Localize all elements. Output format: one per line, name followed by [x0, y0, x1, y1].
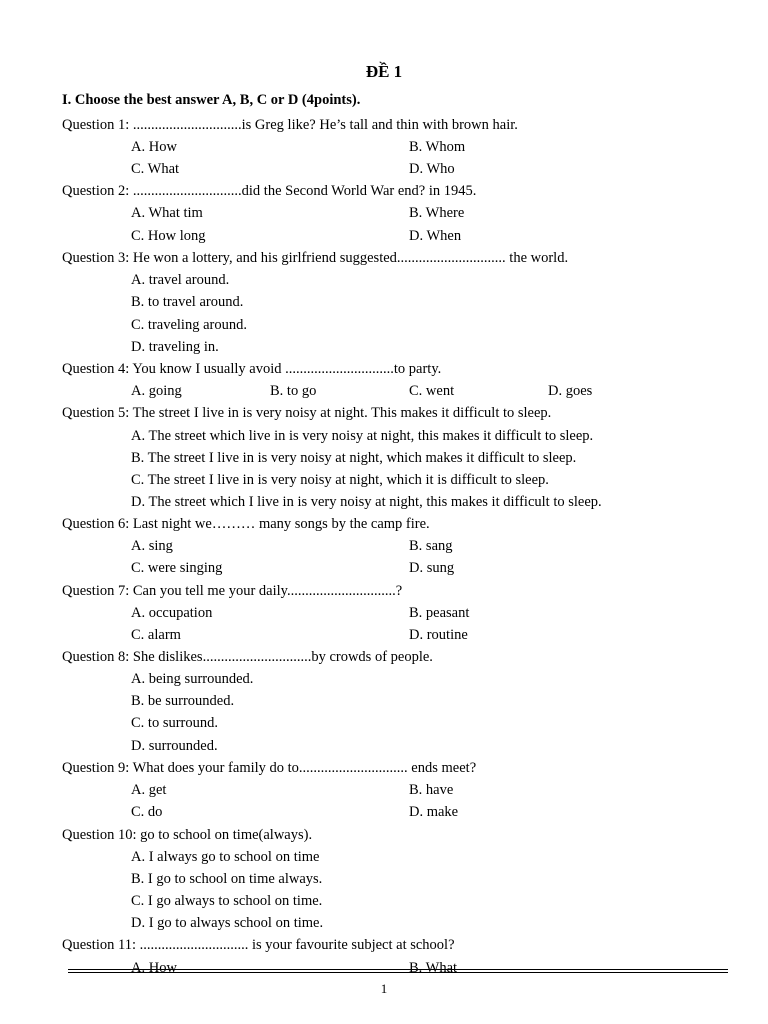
footer-rule-double — [68, 972, 728, 973]
question-9: Question 9: What does your family do to.............................. ends meet? — [62, 760, 477, 776]
q6-option-a: A. sing — [131, 538, 173, 554]
q10-option-c: C. I go always to school on time. — [131, 893, 323, 909]
q3-option-d: D. traveling in. — [131, 339, 219, 355]
q8-option-a: A. being surrounded. — [131, 671, 254, 687]
question-1: Question 1: ..............................is Greg like? He’s tall and thin with brown hair. — [62, 117, 518, 133]
question-5: Question 5: The street I live in is very noisy at night. This makes it difficult to sleep. — [62, 405, 552, 421]
question-3: Question 3: He won a lottery, and his girlfriend suggested.............................. the world. — [62, 250, 569, 266]
q4-option-b: B. to go — [270, 383, 317, 399]
section-heading: I. Choose the best answer A, B, C or D (4points). — [62, 92, 361, 108]
q1-option-c: C. What — [131, 161, 180, 177]
page-number: 1 — [380, 981, 388, 996]
q7-option-b: B. peasant — [409, 605, 470, 621]
q6-option-b: B. sang — [409, 538, 453, 554]
q7-option-c: C. alarm — [131, 627, 181, 643]
q2-option-a: A. What tim — [131, 205, 203, 221]
question-8: Question 8: She dislikes..............................by crowds of people. — [62, 649, 433, 665]
q4-option-d: D. goes — [548, 383, 593, 399]
q3-option-b: B. to travel around. — [131, 294, 244, 310]
q1-option-b: B. Whom — [409, 139, 466, 155]
q10-option-b: B. I go to school on time always. — [131, 871, 323, 887]
q6-option-c: C. were singing — [131, 560, 223, 576]
q9-option-d: D. make — [409, 804, 459, 820]
q7-option-d: D. routine — [409, 627, 468, 643]
q10-option-a: A. I always go to school on time — [131, 849, 320, 865]
question-6: Question 6: Last night we……… many songs by the camp fire. — [62, 516, 430, 532]
q4-option-c: C. went — [409, 383, 455, 399]
q3-option-c: C. traveling around. — [131, 317, 247, 333]
footer-rule — [68, 969, 728, 970]
question-10: Question 10: go to school on time(always). — [62, 827, 313, 843]
q8-option-c: C. to surround. — [131, 715, 218, 731]
question-2: Question 2: ..............................did the Second World War end? in 1945. — [62, 183, 477, 199]
q9-option-c: C. do — [131, 804, 163, 820]
q7-option-a: A. occupation — [131, 605, 213, 621]
q5-option-d: D. The street which I live in is very noisy at night, this makes it difficult to sleep. — [131, 494, 602, 510]
q10-option-d: D. I go to always school on time. — [131, 915, 324, 931]
q9-option-b: B. have — [409, 782, 454, 798]
q2-option-b: B. Where — [409, 205, 465, 221]
q11-option-a: A. How — [131, 960, 177, 972]
q1-option-d: D. Who — [409, 161, 455, 177]
page-title: ĐỀ 1 — [365, 62, 403, 81]
q2-option-c: C. How long — [131, 228, 206, 244]
question-11: Question 11: .............................. is your favourite subject at school? — [62, 937, 455, 953]
question-7: Question 7: Can you tell me your daily..............................? — [62, 583, 403, 599]
q2-option-d: D. When — [409, 228, 462, 244]
q8-option-b: B. be surrounded. — [131, 693, 235, 709]
q3-option-a: A. travel around. — [131, 272, 230, 288]
q5-option-b: B. The street I live in is very noisy at night, which makes it difficult to sleep. — [131, 450, 577, 466]
q5-option-a: A. The street which live in is very noisy at night, this makes it difficult to sleep. — [131, 428, 594, 444]
q9-option-a: A. get — [131, 782, 167, 798]
q4-option-a: A. going — [131, 383, 182, 399]
q8-option-d: D. surrounded. — [131, 738, 218, 754]
q6-option-d: D. sung — [409, 560, 455, 576]
q5-option-c: C. The street I live in is very noisy at night, which it is difficult to sleep. — [131, 472, 549, 488]
question-4: Question 4: You know I usually avoid ..............................to party. — [62, 361, 442, 377]
q1-option-a: A. How — [131, 139, 177, 155]
q11-option-b: B. What — [409, 960, 458, 972]
